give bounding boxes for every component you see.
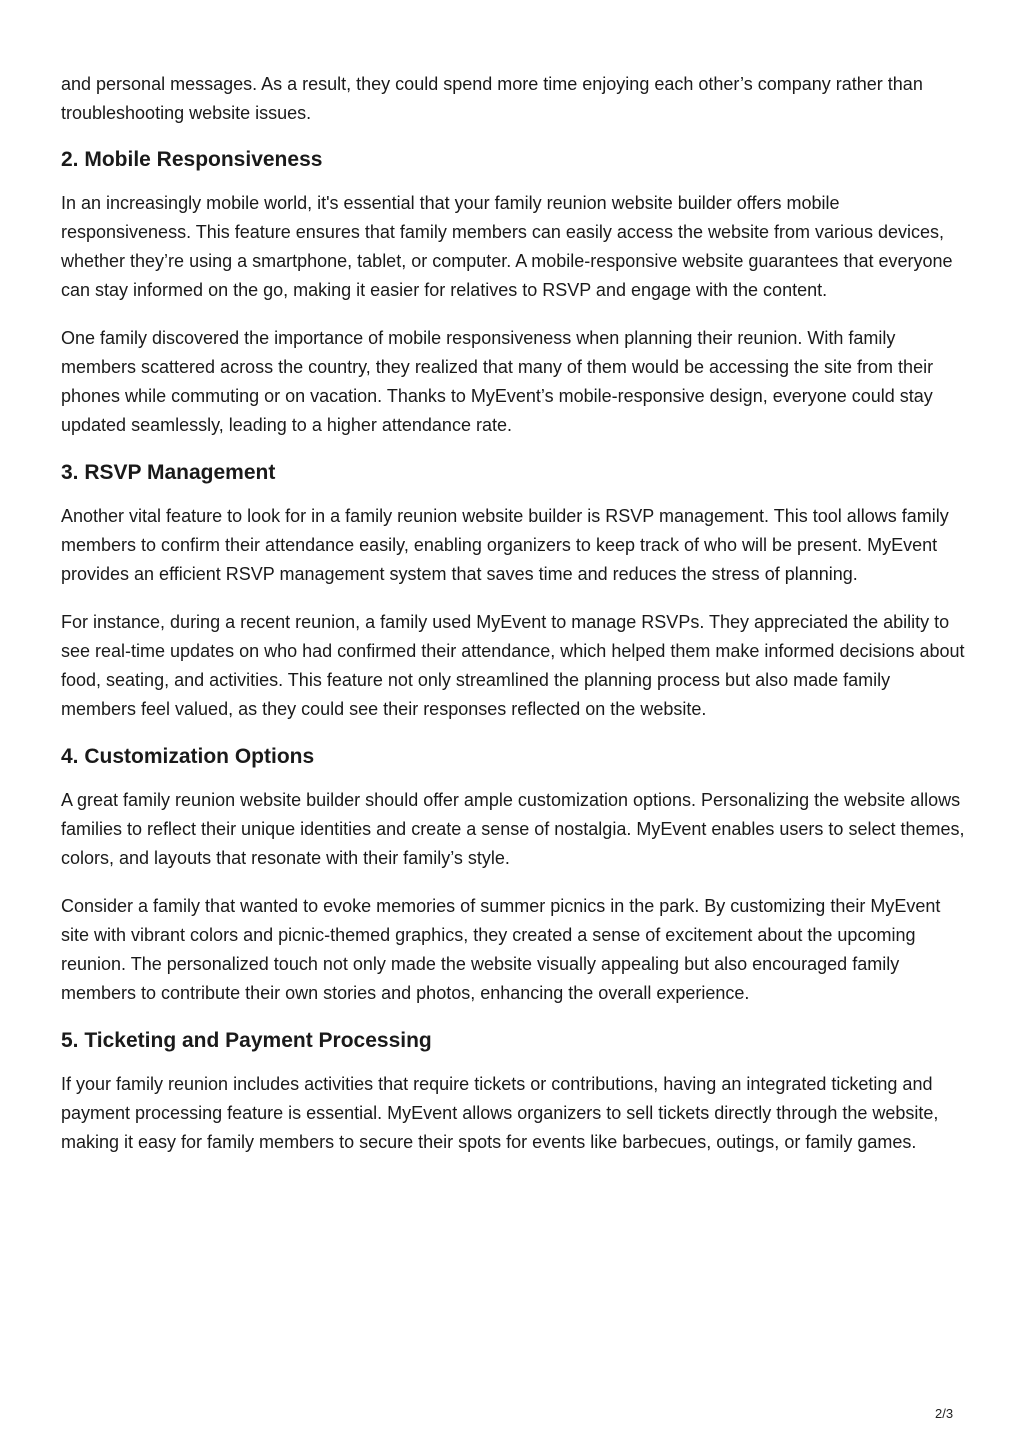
section-rsvp-management (61, 459, 966, 724)
section-mobile-responsiveness (61, 146, 966, 440)
body-paragraph: Consider a family that wanted to evoke memories of summer picnics in the park. By customizing their MyEvent site with vibrant colors and picnic-themed graphics, they created a sense of excitement about the upcoming reunion. The personalized touch not only made the website visually appealing but also encouraged family members to contribute their own stories and photos, enhancing the overall experience. (61, 896, 941, 1003)
body-paragraph: In an increasingly mobile world, it's essential that your family reunion website builder offers mobile responsiveness. This feature ensures that family members can easily access the website from various devices, whether they’re using a smartphone, tablet, or computer. A mobile-responsive website guarantees that everyone can stay informed on the go, making it easier for relatives to RSVP and engage with the content. (61, 193, 953, 300)
section-ticketing-payment (61, 1027, 966, 1157)
body-paragraph: A great family reunion website builder should offer ample customization options. Personalizing the website allows families to reflect their unique identities and create a sense of nostalgia. MyEvent enables users to select themes, colors, and layouts that resonate with their family’s style. (61, 790, 965, 868)
body-paragraph: If your family reunion includes activities that require tickets or contributions, having an integrated ticketing and payment processing feature is essential. MyEvent allows organizers to sell tickets directly through the website, making it easy for family members to secure their spots for events like barbecues, outings, or family games. (61, 1074, 939, 1152)
section-customization-options (61, 743, 966, 1008)
page-number: 2/3 (935, 1406, 954, 1421)
body-paragraph: One family discovered the importance of mobile responsiveness when planning their reunion. With family members scattered across the country, they realized that many of them would be accessing the site from their phones while commuting or on vacation. Thanks to MyEvent’s mobile-responsive design, everyone could stay updated seamlessly, leading to a higher attendance rate. (61, 328, 934, 435)
document-page (61, 70, 966, 1176)
section-heading: 5. Ticketing and Payment Processing (61, 1029, 432, 1052)
body-paragraph: Another vital feature to look for in a family reunion website builder is RSVP management. This tool allows family members to confirm their attendance easily, enabling organizers to keep track of who will be present. MyEvent provides an efficient RSVP management system that saves time and reduces the stress of planning. (61, 506, 949, 584)
section-heading: 3. RSVP Management (61, 461, 276, 484)
intro-paragraph: and personal messages. As a result, they could spend more time enjoying each other’s company rather than troubleshooting website issues. (61, 74, 923, 123)
section-heading: 4. Customization Options (61, 745, 315, 768)
section-heading: 2. Mobile Responsiveness (61, 148, 323, 171)
body-paragraph: For instance, during a recent reunion, a family used MyEvent to manage RSVPs. They appreciated the ability to see real-time updates on who had confirmed their attendance, which helped them make informed decisions about food, seating, and activities. This feature not only streamlined the planning process but also made family members feel valued, as they could see their responses reflected on the website. (61, 612, 965, 719)
